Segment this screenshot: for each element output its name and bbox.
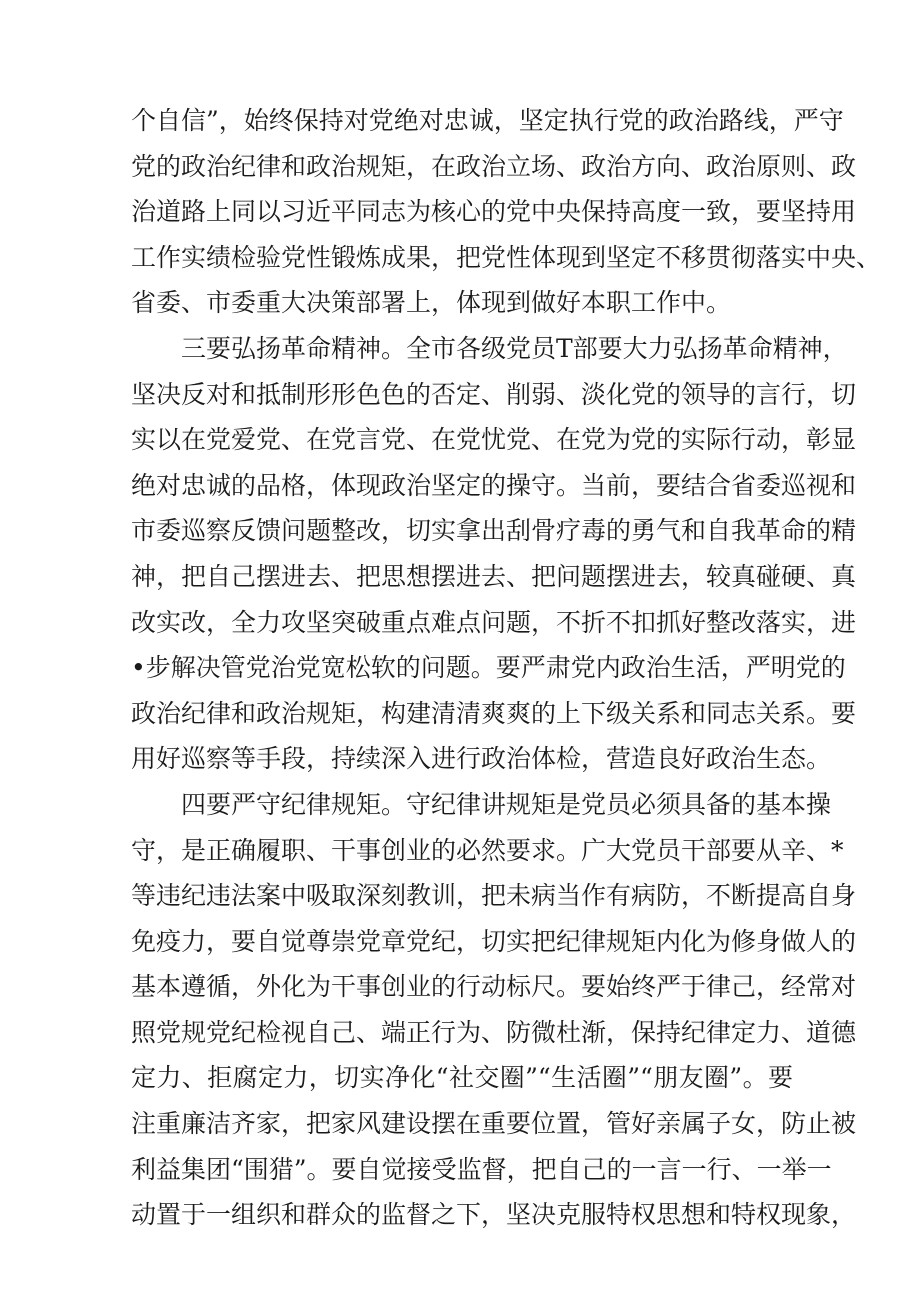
text-line: 动置于一组织和群众的监督之下，坚决克服特权思想和特权现象， [131, 1200, 857, 1230]
text-line: 党的政治纪律和政治规矩，在政治立场、政治方向、政治原则、政 [131, 151, 857, 181]
text-line: 等违纪违法案中吸取深刻教训，把未病当作有病防，不断提高自身 [131, 881, 857, 911]
text-line: 守，是正确履职、干事创业的必然要求。广大党员干部要从辛、* [131, 835, 844, 865]
text-line: 四要严守纪律规矩。守纪律讲规矩是党员必须具备的基本操 [181, 789, 832, 819]
text-line: 绝对忠诚的品格，体现政治坚定的操守。当前，要结合省委巡视和 [131, 470, 857, 500]
text-line: 实以在党爱党、在党言党、在党忧党、在党为党的实际行动，彰显 [131, 425, 857, 455]
text-line: 坚决反对和抵制形形色色的否定、削弱、淡化党的领导的言行，切 [131, 379, 857, 409]
text-line: 基本遵循，外化为干事创业的行动标尺。要始终严于律己，经常对 [131, 972, 857, 1002]
text-line: 工作实绩检验党性锻炼成果，把党性体现到坚定不移贯彻落实中央、 [131, 242, 882, 272]
text-line: 利益集团“围猎”。要自觉接受监督，把自己的一言一行、一举一 [131, 1154, 832, 1184]
text-line: 省委、市委重大决策部署上，体现到做好本职工作中。 [131, 288, 732, 318]
text-line: 政治纪律和政治规矩，构建清清爽爽的上下级关系和同志关系。要 [131, 698, 857, 728]
text-line: 神，把自己摆进去、把思想摆进去、把问题摆进去，较真碰硬、真 [131, 561, 857, 591]
text-line: 照党规党纪检视自己、端正行为、防微杜渐，保持纪律定力、道德 [131, 1017, 857, 1047]
text-line: 注重廉洁齐家，把家风建设摆在重要位置，管好亲属子女，防止被 [131, 1109, 857, 1139]
text-line: 用好巡察等手段，持续深入进行政治体检，营造良好政治生态。 [131, 744, 832, 774]
text-line: 定力、拒腐定力，切实净化“社交圈”“生活圈”“朋友圈”。要 [131, 1063, 793, 1093]
text-line: 三要弘扬革命精神。全市各级党员T部要大力弘扬革命精神， [181, 333, 848, 363]
text-line: 改实改，全力攻坚突破重点难点问题，不折不扣抓好整改落实，进 [131, 607, 857, 637]
text-line: 个自信”，始终保持对党绝对忠诚，坚定执行党的政治路线，严守 [131, 106, 844, 135]
document-body [131, 98, 882, 1238]
text-line: 免疫力，要自觉尊崇党章党纪，切实把纪律规矩内化为修身做人的 [131, 926, 857, 956]
text-line: 市委巡察反馈问题整改，切实拿出刮骨疗毒的勇气和自我革命的精 [131, 516, 857, 546]
text-line: 治道路上同以习近平同志为核心的党中央保持高度一致，要坚持用 [131, 197, 857, 227]
text-line: •步解决管党治党宽松软的问题。要严肃党内政治生活，严明党的 [131, 653, 846, 683]
